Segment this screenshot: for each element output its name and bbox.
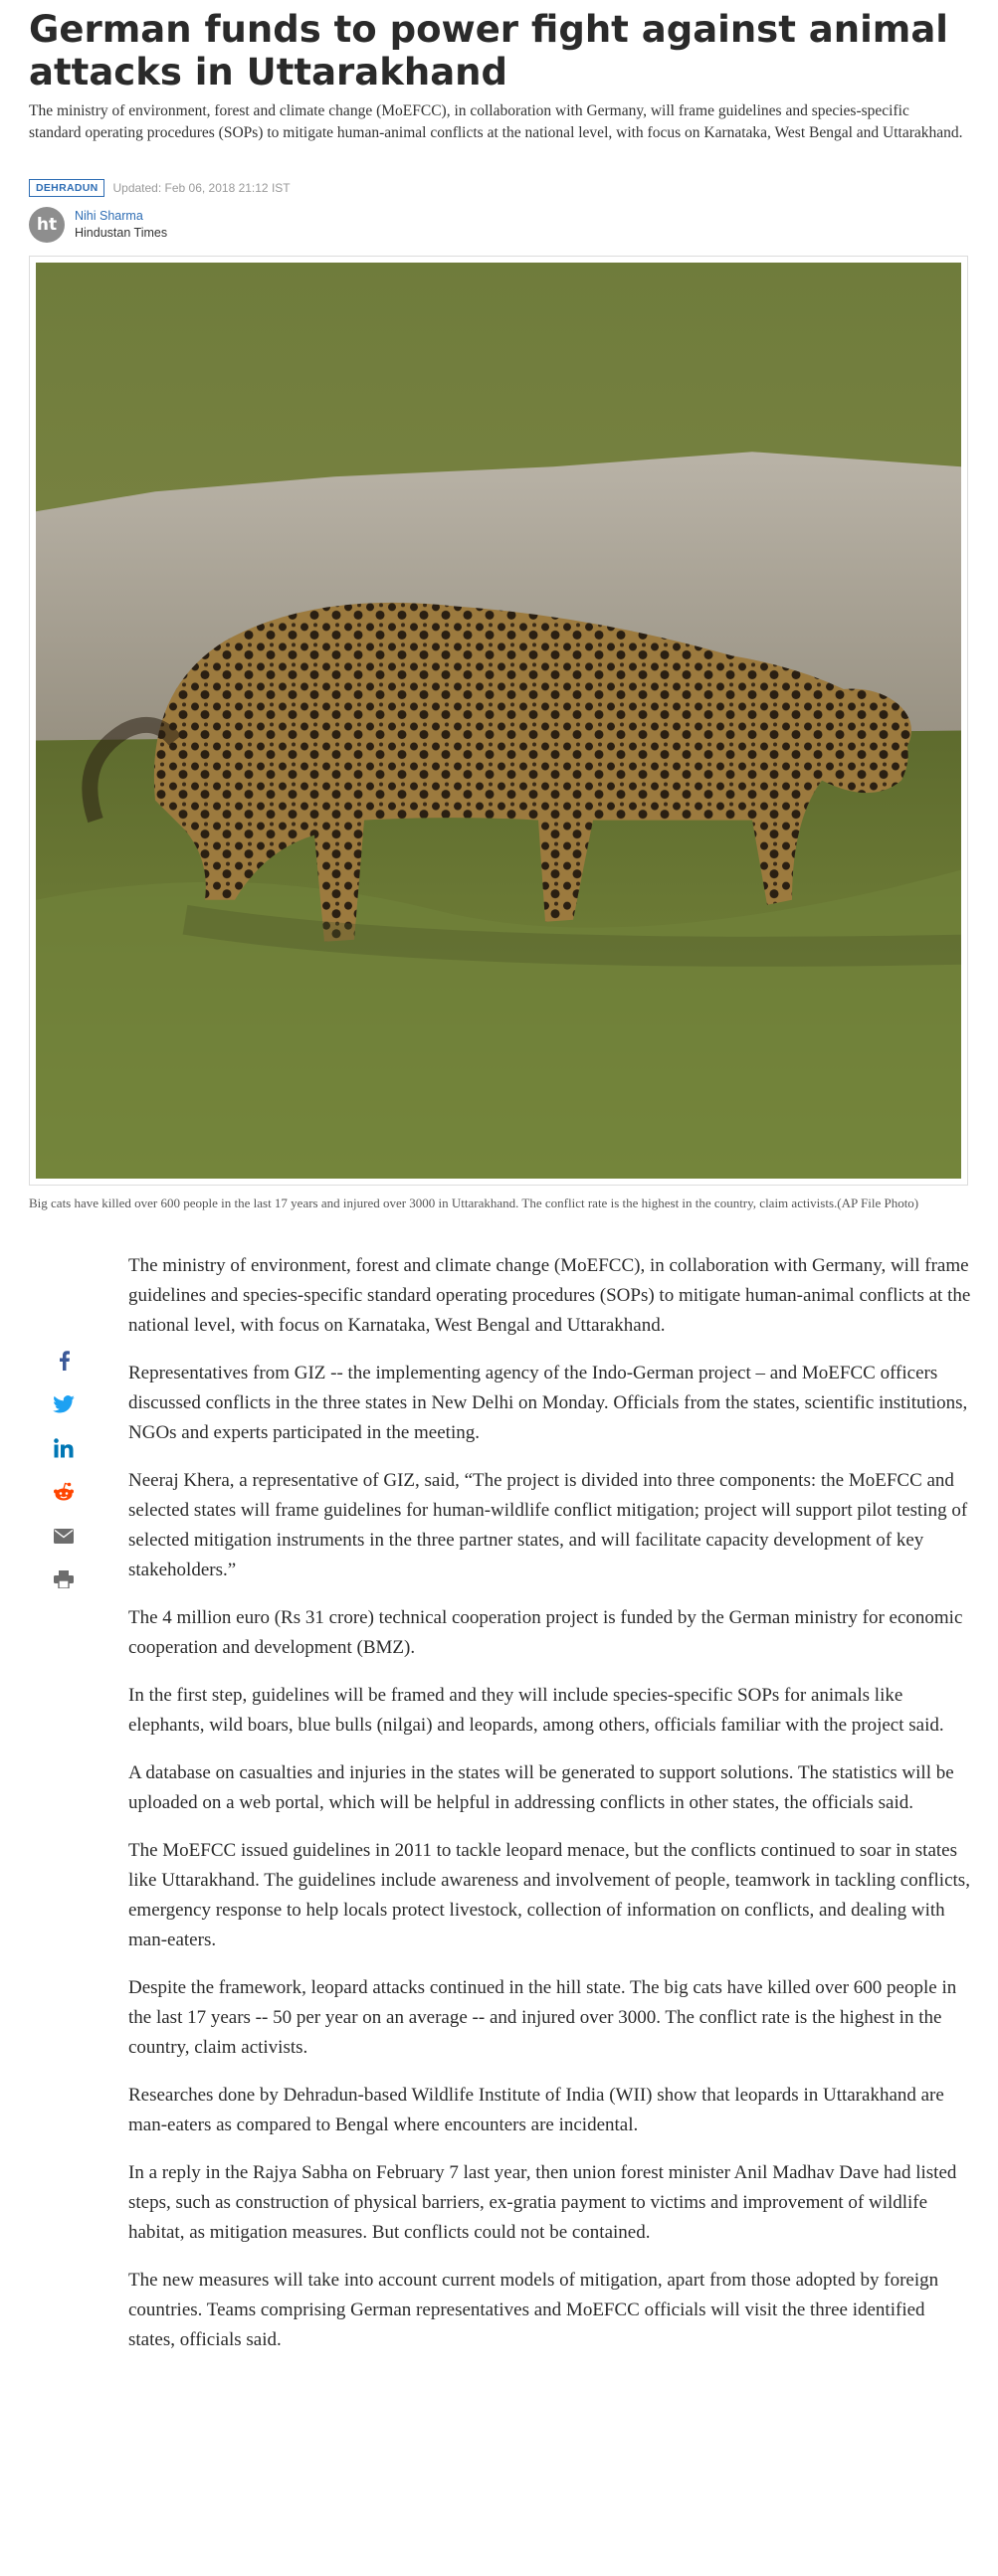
lead-photo — [29, 256, 968, 1186]
publication-name: Hindustan Times — [75, 226, 168, 240]
article-paragraph: Representatives from GIZ -- the implementing agency of the Indo-German project – and MoEFCC officers discussed conflicts in the three states in New Delhi on Monday. Officials from the states, scientific institutions, NGOs and experts participated in the meeting. — [128, 1363, 968, 1443]
article-paragraph: Despite the framework, leopard attacks continued in the hill state. The big cats have killed over 600 people in the last 17 years -- 50 per year on an average -- and injured over 3000. The conflict rate is the highest in the country, claim activists. — [128, 1977, 957, 2058]
facebook-icon[interactable] — [51, 1348, 77, 1374]
article-summary: The ministry of environment, forest and climate change (MoEFCC), in collaboration with Germany, will frame guidelines and species-specific standard operating procedures (SOPs) to mitigate human-animal conflicts at the national level, with focus on Karnataka, West Bengal and Uttarakhand. — [29, 102, 963, 141]
share-bar — [50, 1348, 78, 1610]
email-icon[interactable] — [51, 1523, 77, 1549]
updated-timestamp: Updated: Feb 06, 2018 21:12 IST — [112, 181, 291, 195]
reddit-icon[interactable] — [51, 1479, 77, 1505]
article-paragraph: A database on casualties and injuries in the states will be generated to support solutions. The statistics will be uploaded on a web portal, which will be helpful in addressing conflicts in other states, the officials said. — [128, 1762, 954, 1813]
byline-text — [75, 208, 167, 242]
linkedin-icon[interactable] — [51, 1435, 77, 1461]
article-paragraph: The 4 million euro (Rs 31 crore) technical cooperation project is funded by the German ministry for economic cooperation and development (BMZ). — [128, 1607, 963, 1658]
twitter-icon[interactable] — [51, 1391, 77, 1417]
article-paragraph: Researches done by Dehradun-based Wildlife Institute of India (WII) show that leopards in Uttarakhand are man-eaters as compared to Bengal where encounters are incidental. — [128, 2085, 944, 2135]
article-paragraph: Neeraj Khera, a representative of GIZ, said, “The project is divided into three components: the MoEFCC and selected states will frame guidelines for human-wildlife conflict mitigation; project will support pilot testing of selected mitigation instruments in the three partner states, and will facilitate capacity development of key stakeholders.” — [128, 1470, 968, 1580]
article-body — [128, 1251, 974, 2373]
leopard-photo — [36, 263, 961, 1179]
print-icon[interactable] — [51, 1566, 77, 1592]
article-paragraph: The ministry of environment, forest and climate change (MoEFCC), in collaboration with Germany, will frame guidelines and species-specific standard operating procedures (SOPs) to mitigate human-animal conflicts at the national level, with focus on Karnataka, West Bengal and Uttarakhand. — [128, 1255, 971, 1336]
article-paragraph: The MoEFCC issued guidelines in 2011 to tackle leopard menace, but the conflicts continued to soar in states like Uttarakhand. The guidelines include awareness and involvement of people, teamwork in tackling conflicts, emergency response to help locals protect livestock, collection of information on conflicts, and dealing with man-eaters. — [128, 1840, 970, 1950]
location-tag[interactable]: DEHRADUN — [29, 179, 104, 197]
article-paragraph: The new measures will take into account current models of mitigation, apart from those adopted by foreign countries. Teams comprising German representatives and MoEFCC officials will visit the three identified states, officials said. — [128, 2270, 939, 2350]
byline — [29, 207, 167, 243]
article-paragraph: In a reply in the Rajya Sabha on February 7 last year, then union forest minister Anil Madhav Dave had listed steps, such as construction of physical barriers, ex-gratia payment to victims and improvement of wildlife habitat, as mitigation measures. But conflicts could not be contained. — [128, 2162, 957, 2243]
article-meta — [29, 178, 291, 198]
publication-avatar: ht — [29, 207, 65, 243]
article-paragraph: In the first step, guidelines will be framed and they will include species-specific SOPs for animals like elephants, wild boars, blue bulls (nilgai) and leopards, among others, officials familiar with the project said. — [128, 1685, 944, 1736]
photo-caption: Big cats have killed over 600 people in the last 17 years and injured over 3000 in Uttarakhand. The conflict rate is the highest in the country, claim activists.(AP File Photo) — [29, 1196, 919, 1210]
author-name[interactable]: Nihi Sharma — [75, 209, 143, 223]
headline: German funds to power fight against animal attacks in Uttarakhand — [29, 8, 948, 93]
